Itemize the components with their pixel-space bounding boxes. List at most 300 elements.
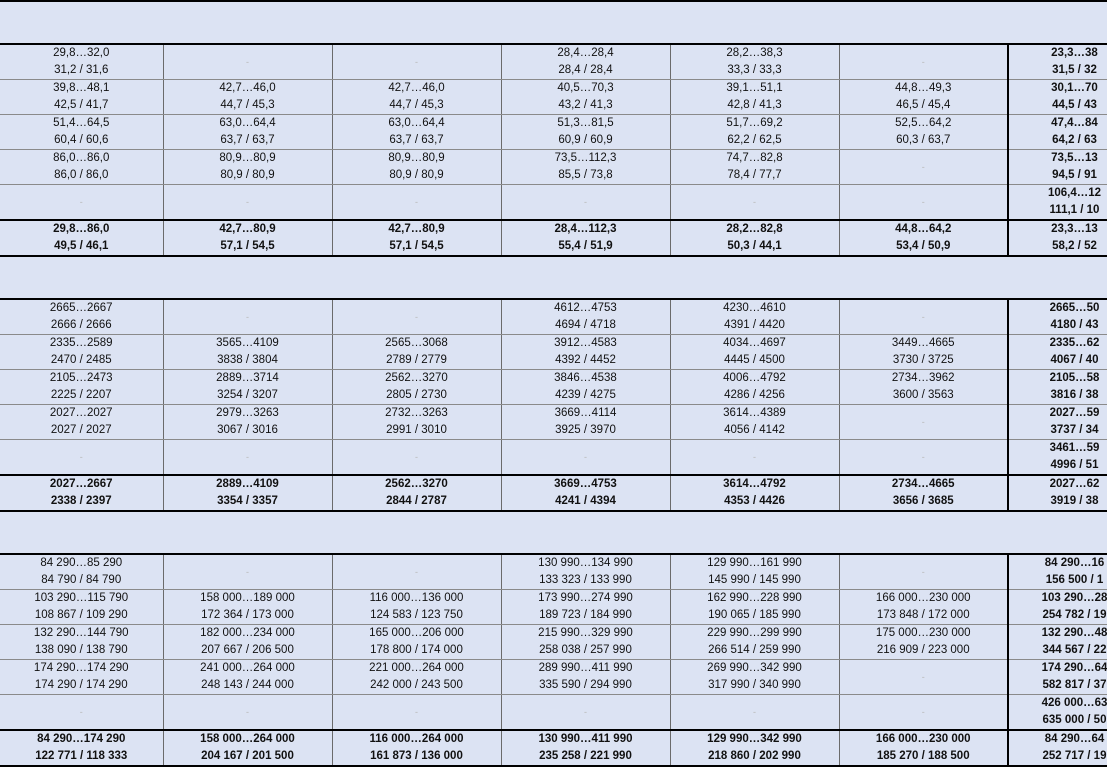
mean-median-value: 55,4 / 51,9 <box>558 240 613 252</box>
table-cell[interactable] <box>332 150 501 185</box>
range-value: 129 990…342 990 <box>707 733 802 745</box>
table-row <box>0 185 1107 221</box>
range-value: 23,3…38 <box>1051 47 1098 59</box>
table-cell[interactable] <box>670 185 839 221</box>
table-row <box>0 115 1107 150</box>
section-header-cell <box>0 511 1107 554</box>
range-value: 84 290…64 <box>1044 733 1105 745</box>
total-cell[interactable] <box>501 475 670 511</box>
mean-median-value: 235 258 / 221 990 <box>539 750 632 762</box>
range-value: 51,7…69,2 <box>726 117 783 129</box>
table-cell[interactable] <box>1008 150 1107 185</box>
mean-median-value: 60,3 / 63,7 <box>896 134 951 146</box>
table-cell[interactable] <box>1008 44 1107 80</box>
range-value: 426 000…63 <box>1041 697 1107 709</box>
mean-median-value: 33,3 / 33,3 <box>727 64 782 76</box>
total-cell[interactable] <box>0 475 163 511</box>
table-cell[interactable] <box>839 590 1008 625</box>
empty-marker: - <box>921 416 925 427</box>
mean-median-value: 138 090 / 138 790 <box>34 644 128 656</box>
range-value: 39,8…48,1 <box>53 82 110 94</box>
range-value: 2027…59 <box>1049 407 1100 419</box>
range-value: 269 990…342 990 <box>707 662 802 674</box>
mean-median-value: 4286 / 4256 <box>724 389 785 401</box>
table-cell[interactable] <box>0 150 163 185</box>
section-header-cell <box>0 256 1107 299</box>
mean-median-value: 156 500 / 1 <box>1045 574 1104 586</box>
table-cell[interactable] <box>670 115 839 150</box>
section-header-band <box>0 1 1107 44</box>
mean-median-value: 3254 / 3207 <box>217 389 278 401</box>
empty-marker: - <box>246 451 249 462</box>
mean-median-value: 28,4 / 28,4 <box>558 64 613 76</box>
range-value: 2335…62 <box>1049 337 1100 349</box>
mean-median-value: 635 000 / 50 <box>1042 714 1107 726</box>
table-cell[interactable] <box>1008 299 1107 335</box>
table-cell[interactable] <box>332 440 501 476</box>
table-cell[interactable] <box>1008 370 1107 405</box>
mean-median-value: 49,5 / 46,1 <box>54 240 109 252</box>
total-cell[interactable] <box>0 730 163 766</box>
table-cell[interactable] <box>501 115 670 150</box>
table-cell[interactable] <box>670 625 839 660</box>
mean-median-value: 161 873 / 136 000 <box>370 750 463 762</box>
range-value: 30,1…70 <box>1051 82 1098 94</box>
table-cell[interactable] <box>163 115 332 150</box>
mean-median-value: 189 723 / 184 990 <box>539 609 632 621</box>
table-cell[interactable] <box>163 590 332 625</box>
range-value: 130 990…411 990 <box>538 733 633 745</box>
table-cell[interactable] <box>332 335 501 370</box>
empty-marker: - <box>921 671 925 682</box>
mean-median-value: 4353 / 4426 <box>724 495 785 507</box>
mean-median-value: 31,2 / 31,6 <box>54 64 109 76</box>
mean-median-value: 173 848 / 172 000 <box>876 609 970 621</box>
mean-median-value: 80,9 / 80,9 <box>220 169 275 181</box>
mean-median-value: 2844 / 2787 <box>386 495 447 507</box>
total-cell[interactable] <box>0 220 163 256</box>
mean-median-value: 216 909 / 223 000 <box>876 644 970 656</box>
empty-marker: - <box>415 196 418 207</box>
table-cell[interactable] <box>0 44 163 80</box>
table-cell[interactable] <box>163 625 332 660</box>
empty-marker: - <box>246 56 249 67</box>
empty-marker: - <box>921 566 925 577</box>
table-cell[interactable] <box>501 695 670 731</box>
mean-median-value: 62,2 / 62,5 <box>727 134 782 146</box>
table-cell[interactable] <box>839 150 1008 185</box>
mean-median-value: 58,2 / 52 <box>1052 240 1097 252</box>
empty-marker: - <box>79 706 83 717</box>
table-cell[interactable] <box>163 150 332 185</box>
mean-median-value: 2991 / 3010 <box>386 424 447 436</box>
table-cell[interactable] <box>670 440 839 476</box>
range-value: 116 000…136 000 <box>369 592 464 604</box>
table-cell[interactable] <box>163 554 332 590</box>
table-cell[interactable] <box>839 660 1008 695</box>
table-cell[interactable] <box>0 440 163 476</box>
range-value: 103 290…115 790 <box>34 592 129 604</box>
table-cell[interactable] <box>839 185 1008 221</box>
range-value: 132 290…144 790 <box>33 627 129 639</box>
mean-median-value: 266 514 / 259 990 <box>708 644 801 656</box>
empty-marker: - <box>415 566 418 577</box>
empty-marker: - <box>753 196 756 207</box>
total-cell[interactable] <box>839 220 1008 256</box>
empty-marker: - <box>415 451 418 462</box>
mean-median-value: 4996 / 51 <box>1050 459 1099 471</box>
range-value: 2562…3270 <box>385 372 448 384</box>
table-cell[interactable] <box>839 625 1008 660</box>
table-row <box>0 405 1107 440</box>
table-cell[interactable] <box>670 370 839 405</box>
table-row <box>0 150 1107 185</box>
total-cell[interactable] <box>163 220 332 256</box>
table-cell[interactable] <box>332 44 501 80</box>
range-value: 2027…2667 <box>49 478 113 490</box>
total-cell[interactable] <box>670 220 839 256</box>
range-value: 86,0…86,0 <box>53 152 110 164</box>
range-value: 2889…4109 <box>216 478 279 490</box>
table-cell[interactable] <box>839 440 1008 476</box>
table-cell[interactable] <box>501 44 670 80</box>
mean-median-value: 64,2 / 63 <box>1052 134 1097 146</box>
table-cell[interactable] <box>163 335 332 370</box>
range-value: 166 000…230 000 <box>875 592 971 604</box>
range-value: 42,7…46,0 <box>388 82 445 94</box>
table-cell[interactable] <box>1008 554 1107 590</box>
range-value: 2732…3263 <box>385 407 448 419</box>
total-cell[interactable] <box>1008 730 1107 766</box>
table-cell[interactable] <box>501 185 670 221</box>
range-value: 73,5…112,3 <box>554 152 617 164</box>
empty-marker: - <box>753 451 756 462</box>
range-value: 158 000…264 000 <box>200 733 295 745</box>
mean-median-value: 190 065 / 185 990 <box>708 609 801 621</box>
table-cell[interactable] <box>163 405 332 440</box>
table-cell[interactable] <box>501 625 670 660</box>
range-value: 289 990…411 990 <box>538 662 633 674</box>
table-cell[interactable] <box>1008 695 1107 731</box>
table-cell[interactable] <box>1008 660 1107 695</box>
table-cell[interactable] <box>670 44 839 80</box>
empty-marker: - <box>921 196 925 207</box>
range-value: 84 290…174 290 <box>37 733 126 745</box>
table-row <box>0 660 1107 695</box>
table-cell[interactable] <box>332 695 501 731</box>
table-cell[interactable] <box>163 299 332 335</box>
mean-median-value: 218 860 / 202 990 <box>708 750 801 762</box>
mean-median-value: 3600 / 3563 <box>892 389 954 401</box>
range-value: 3614…4389 <box>723 407 786 419</box>
empty-marker: - <box>246 196 249 207</box>
range-value: 103 290…28 <box>1041 592 1107 604</box>
range-value: 74,7…82,8 <box>726 152 783 164</box>
table-cell[interactable] <box>839 44 1008 80</box>
total-cell[interactable] <box>1008 220 1107 256</box>
mean-median-value: 2805 / 2730 <box>386 389 447 401</box>
mean-median-value: 57,1 / 54,5 <box>220 240 275 252</box>
table-row <box>0 625 1107 660</box>
table-cell[interactable] <box>163 660 332 695</box>
table-row <box>0 695 1107 731</box>
range-value: 166 000…230 000 <box>875 733 971 745</box>
range-value: 2335…2589 <box>49 337 113 349</box>
range-value: 51,4…64,5 <box>53 117 110 129</box>
table-cell[interactable] <box>670 695 839 731</box>
mean-median-value: 3816 / 38 <box>1050 389 1099 401</box>
table-cell[interactable] <box>0 370 163 405</box>
mean-median-value: 3354 / 3357 <box>217 495 278 507</box>
range-value: 28,2…38,3 <box>726 47 783 59</box>
mean-median-value: 4392 / 4452 <box>555 354 616 366</box>
mean-median-value: 172 364 / 173 000 <box>201 609 294 621</box>
total-cell[interactable] <box>839 730 1008 766</box>
mean-median-value: 3067 / 3016 <box>217 424 278 436</box>
range-value: 174 290…64 <box>1041 662 1107 674</box>
range-value: 174 290…174 290 <box>33 662 129 674</box>
mean-median-value: 3925 / 3970 <box>555 424 616 436</box>
table-cell[interactable] <box>332 554 501 590</box>
mean-median-value: 242 000 / 243 500 <box>370 679 463 691</box>
mean-median-value: 2666 / 2666 <box>50 319 112 331</box>
empty-marker: - <box>415 706 418 717</box>
table-cell[interactable] <box>0 405 163 440</box>
total-row <box>0 475 1107 511</box>
table-cell[interactable] <box>501 335 670 370</box>
mean-median-value: 2225 / 2207 <box>50 389 112 401</box>
table-cell[interactable] <box>501 80 670 115</box>
range-value: 4006…4792 <box>723 372 786 384</box>
mean-median-value: 63,7 / 63,7 <box>220 134 275 146</box>
table-cell[interactable] <box>332 625 501 660</box>
mean-median-value: 85,5 / 73,8 <box>558 169 613 181</box>
table-cell[interactable] <box>332 115 501 150</box>
table-cell[interactable] <box>501 299 670 335</box>
mean-median-value: 124 583 / 123 750 <box>370 609 463 621</box>
range-value: 39,1…51,1 <box>726 82 783 94</box>
table-cell[interactable] <box>332 590 501 625</box>
table-row <box>0 44 1107 80</box>
table-cell[interactable] <box>332 185 501 221</box>
range-value: 47,4…84 <box>1051 117 1098 129</box>
table-row <box>0 440 1107 476</box>
total-cell[interactable] <box>501 220 670 256</box>
mean-median-value: 258 038 / 257 990 <box>539 644 632 656</box>
range-value: 215 990…329 990 <box>538 627 633 639</box>
table-cell[interactable] <box>0 625 163 660</box>
table-cell[interactable] <box>0 185 163 221</box>
table-cell[interactable] <box>332 405 501 440</box>
range-value: 165 000…206 000 <box>369 627 464 639</box>
range-value: 2562…3270 <box>385 478 448 490</box>
total-row <box>0 730 1107 766</box>
range-value: 3669…4114 <box>554 407 617 419</box>
range-value: 106,4…12 <box>1047 187 1102 199</box>
table-row <box>0 80 1107 115</box>
table-cell[interactable] <box>501 150 670 185</box>
mean-median-value: 2789 / 2779 <box>386 354 447 366</box>
table-cell[interactable] <box>839 405 1008 440</box>
table-cell[interactable] <box>0 660 163 695</box>
range-value: 182 000…234 000 <box>200 627 295 639</box>
range-value: 2979…3263 <box>216 407 279 419</box>
table-row <box>0 335 1107 370</box>
range-value: 44,8…64,2 <box>895 223 952 235</box>
table-row <box>0 554 1107 590</box>
mean-median-value: 248 143 / 244 000 <box>201 679 294 691</box>
empty-marker: - <box>584 196 587 207</box>
range-value: 129 990…161 990 <box>707 557 802 569</box>
table-cell[interactable] <box>839 299 1008 335</box>
table-cell[interactable] <box>501 590 670 625</box>
total-cell[interactable] <box>670 730 839 766</box>
table-cell[interactable] <box>670 299 839 335</box>
mean-median-value: 344 567 / 22 <box>1042 644 1107 656</box>
mean-median-value: 46,5 / 45,4 <box>896 99 951 111</box>
table-cell[interactable] <box>670 405 839 440</box>
empty-marker: - <box>246 706 249 717</box>
table-cell[interactable] <box>1008 335 1107 370</box>
range-value: 2105…2473 <box>49 372 113 384</box>
range-value: 2027…2027 <box>49 407 113 419</box>
empty-marker: - <box>921 706 925 717</box>
range-value: 2665…2667 <box>49 302 113 314</box>
range-value: 173 990…274 990 <box>538 592 633 604</box>
range-value: 2565…3068 <box>385 337 448 349</box>
table-cell[interactable] <box>332 80 501 115</box>
table-cell[interactable] <box>0 590 163 625</box>
range-value: 2105…58 <box>1049 372 1100 384</box>
total-cell[interactable] <box>839 475 1008 511</box>
table-cell[interactable] <box>839 695 1008 731</box>
mean-median-value: 4067 / 40 <box>1050 354 1099 366</box>
mean-median-value: 108 867 / 109 290 <box>34 609 128 621</box>
mean-median-value: 317 990 / 340 990 <box>708 679 801 691</box>
mean-median-value: 4391 / 4420 <box>724 319 785 331</box>
table-cell[interactable] <box>0 115 163 150</box>
table-cell[interactable] <box>0 335 163 370</box>
table-cell[interactable] <box>670 660 839 695</box>
table-cell[interactable] <box>670 150 839 185</box>
table-cell[interactable] <box>1008 185 1107 221</box>
table-row <box>0 299 1107 335</box>
range-value: 4230…4610 <box>723 302 786 314</box>
table-cell[interactable] <box>332 660 501 695</box>
empty-marker: - <box>753 706 756 717</box>
section-header-band <box>0 256 1107 299</box>
table-cell[interactable] <box>670 335 839 370</box>
table-cell[interactable] <box>1008 405 1107 440</box>
mean-median-value: 44,7 / 45,3 <box>220 99 275 111</box>
table-cell[interactable] <box>839 115 1008 150</box>
range-value: 116 000…264 000 <box>369 733 464 745</box>
table-cell[interactable] <box>1008 440 1107 476</box>
range-value: 42,7…80,9 <box>219 223 276 235</box>
table-cell[interactable] <box>163 44 332 80</box>
range-value: 28,4…112,3 <box>554 223 617 235</box>
table-cell[interactable] <box>0 554 163 590</box>
mean-median-value: 3919 / 38 <box>1050 495 1099 507</box>
table-cell[interactable] <box>501 660 670 695</box>
mean-median-value: 78,4 / 77,7 <box>727 169 782 181</box>
range-value: 29,8…86,0 <box>53 223 110 235</box>
total-cell[interactable] <box>1008 475 1107 511</box>
table-cell[interactable] <box>163 440 332 476</box>
table-cell[interactable] <box>839 370 1008 405</box>
mean-median-value: 94,5 / 91 <box>1052 169 1097 181</box>
mean-median-value: 57,1 / 54,5 <box>389 240 444 252</box>
table-cell[interactable] <box>670 80 839 115</box>
empty-marker: - <box>584 451 587 462</box>
table-cell[interactable] <box>163 370 332 405</box>
table-cell[interactable] <box>332 370 501 405</box>
table-cell[interactable] <box>163 695 332 731</box>
range-value: 3565…4109 <box>216 337 279 349</box>
mean-median-value: 86,0 / 86,0 <box>54 169 109 181</box>
empty-marker: - <box>584 706 587 717</box>
table-cell[interactable] <box>0 299 163 335</box>
range-value: 241 000…264 000 <box>200 662 295 674</box>
table-cell[interactable] <box>839 80 1008 115</box>
range-value: 80,9…80,9 <box>388 152 445 164</box>
table-cell[interactable] <box>501 554 670 590</box>
mean-median-value: 50,3 / 44,1 <box>727 240 782 252</box>
mean-median-value: 2470 / 2485 <box>50 354 112 366</box>
range-value: 229 990…299 990 <box>707 627 802 639</box>
table-cell[interactable] <box>501 370 670 405</box>
table-cell[interactable] <box>1008 625 1107 660</box>
table-cell[interactable] <box>501 405 670 440</box>
table-cell[interactable] <box>1008 115 1107 150</box>
table-cell[interactable] <box>839 335 1008 370</box>
empty-marker: - <box>79 451 83 462</box>
table-row <box>0 590 1107 625</box>
table-cell[interactable] <box>839 554 1008 590</box>
range-value: 4612…4753 <box>554 302 617 314</box>
total-cell[interactable] <box>163 730 332 766</box>
table-cell[interactable] <box>332 299 501 335</box>
table-cell[interactable] <box>670 554 839 590</box>
table-cell[interactable] <box>163 80 332 115</box>
empty-marker: - <box>415 56 418 67</box>
table-cell[interactable] <box>0 695 163 731</box>
range-value: 3461…59 <box>1049 442 1100 454</box>
table-cell[interactable] <box>670 590 839 625</box>
range-value: 44,8…49,3 <box>895 82 952 94</box>
empty-marker: - <box>921 311 925 322</box>
total-cell[interactable] <box>163 475 332 511</box>
range-value: 42,7…80,9 <box>388 223 445 235</box>
range-value: 4034…4697 <box>723 337 786 349</box>
total-cell[interactable] <box>670 475 839 511</box>
range-value: 23,3…13 <box>1051 223 1098 235</box>
mean-median-value: 44,5 / 43 <box>1052 99 1097 111</box>
total-cell[interactable] <box>332 730 501 766</box>
range-value: 80,9…80,9 <box>219 152 276 164</box>
range-value: 63,0…64,4 <box>388 117 445 129</box>
table-cell[interactable] <box>1008 80 1107 115</box>
table-cell[interactable] <box>0 80 163 115</box>
total-cell[interactable] <box>332 220 501 256</box>
table-cell[interactable] <box>163 185 332 221</box>
table-cell[interactable] <box>501 440 670 476</box>
total-cell[interactable] <box>501 730 670 766</box>
total-cell[interactable] <box>332 475 501 511</box>
mean-median-value: 133 323 / 133 990 <box>539 574 632 586</box>
table-cell[interactable] <box>1008 590 1107 625</box>
empty-marker: - <box>415 311 418 322</box>
